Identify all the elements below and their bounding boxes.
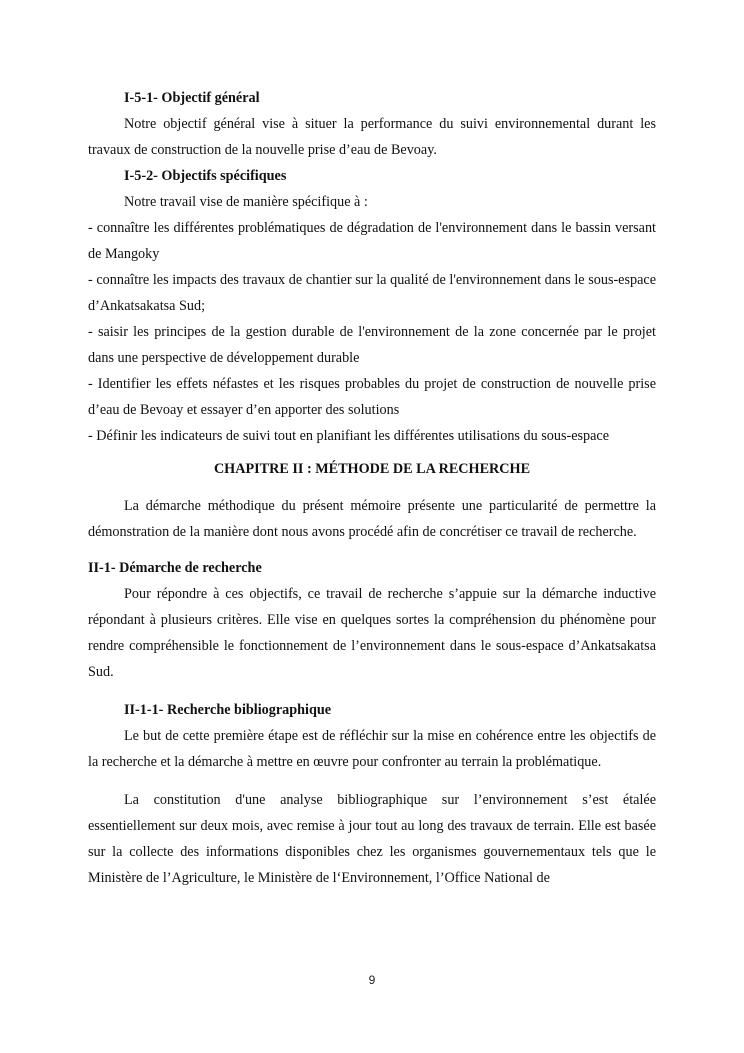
- list-item-objectif-1: - connaître les différentes problématiques de dégradation de l'environnement dans le bassin versant de Mangoky: [88, 220, 656, 262]
- paragraph-chapter-intro: La démarche méthodique du présent mémoire présente une particularité de permettre la démonstration de la manière dont nous avons procédé afin de concrétiser ce travail de recherche.: [88, 498, 656, 540]
- list-item-objectif-4: - Identifier les effets néfastes et les risques probables du projet de construction de nouvelle prise d’eau de Bevoay et essayer d’en apporter des solutions: [88, 376, 656, 418]
- heading-i-5-1: I-5-1- Objectif général: [124, 90, 260, 106]
- paragraph-recherche-1: Le but de cette première étape est de réfléchir sur la mise en cohérence entre les objectifs de la recherche et la démarche à mettre en œuvre pour confronter au terrain la problématique.: [88, 728, 656, 770]
- paragraph-recherche-2: La constitution d'une analyse bibliographique sur l’environnement s’est étalée essentiellement sur deux mois, avec remise à jour tout au long des travaux de terrain. Elle est basée sur la collecte des informations disponibles chez les organismes gouvernementaux tels que le Ministère de l’Agriculture, le Ministère de l‘Environnement, l’Office National de: [88, 792, 656, 886]
- list-item-objectif-5: - Définir les indicateurs de suivi tout en planifiant les différentes utilisations du sous-espace: [88, 428, 609, 444]
- chapter-title: CHAPITRE II : MÉTHODE DE LA RECHERCHE: [213, 461, 531, 477]
- paragraph-demarche: Pour répondre à ces objectifs, ce travail de recherche s’appuie sur la démarche inductive répondant à plusieurs critères. Elle vise en quelques sortes la compréhension du phénomène pour rendre compréhensible le fonctionnement de l’environnement dans le sous-espace d’Ankatsakatsa Sud.: [88, 586, 656, 680]
- list-item-objectif-2: - connaître les impacts des travaux de chantier sur la qualité de l'environnement dans le sous-espace d’Ankatsakatsa Sud;: [88, 272, 656, 314]
- heading-ii-1: II-1- Démarche de recherche: [88, 560, 262, 576]
- paragraph-objectifs-intro: Notre travail vise de manière spécifique à :: [124, 194, 368, 210]
- page-content: [88, 85, 656, 891]
- list-item-objectif-3: - saisir les principes de la gestion durable de l'environnement de la zone concernée par le projet dans une perspective de développement durable: [88, 324, 656, 366]
- page-number: 9: [368, 973, 376, 987]
- heading-i-5-2: I-5-2- Objectifs spécifiques: [124, 168, 287, 184]
- heading-ii-1-1: II-1-1- Recherche bibliographique: [124, 702, 332, 718]
- paragraph-objectif-general: Notre objectif général vise à situer la performance du suivi environnemental durant les travaux de construction de la nouvelle prise d’eau de Bevoay.: [88, 116, 656, 158]
